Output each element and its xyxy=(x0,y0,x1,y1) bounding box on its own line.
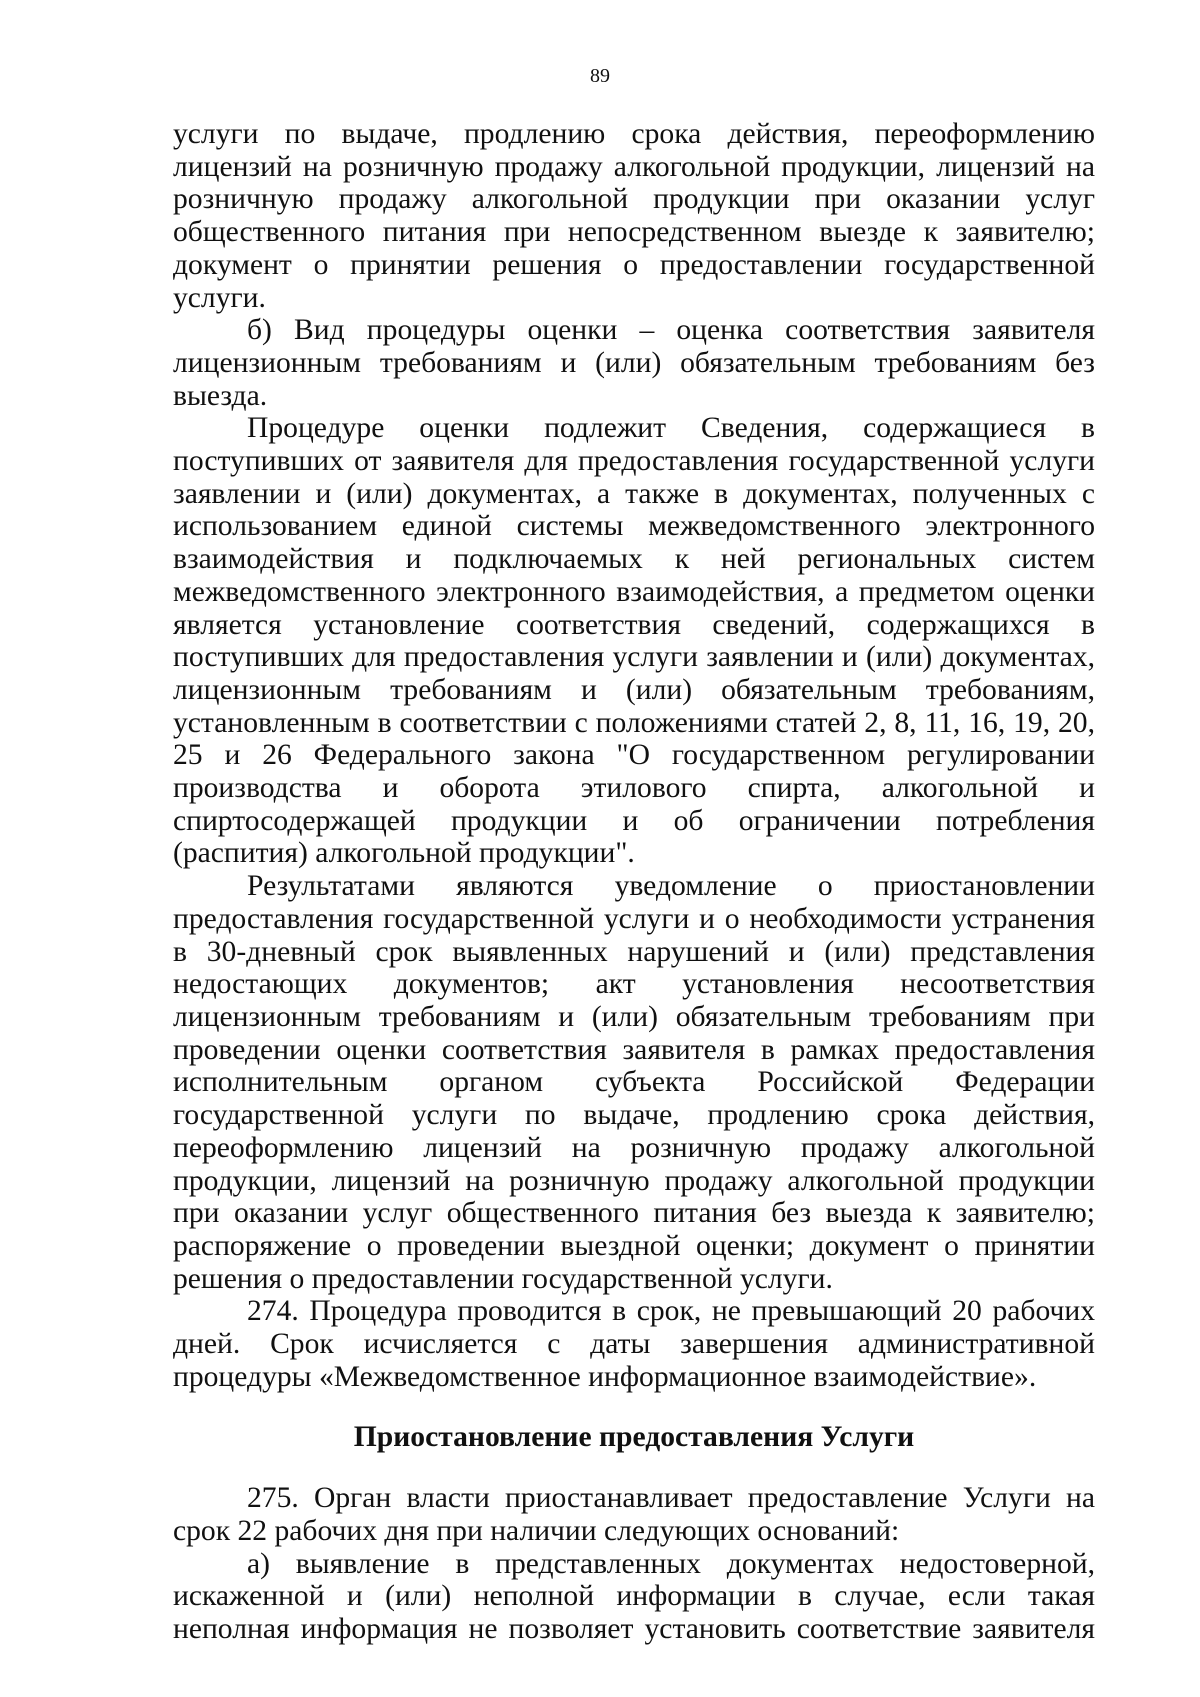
paragraph-275: 275. Орган власти приостанавливает предоставление Услуги на срок 22 рабочих дня при наличии следующих оснований: xyxy=(173,1482,1095,1547)
paragraph-continuation: услуги по выдаче, продлению срока действия, переоформлению лицензий на розничную продажу алкогольной продукции, лицензий на розничную продажу алкогольной продукции при оказании услуг общественного питания при непосредственном выезде к заявителю; документ о принятии решения о предоставлении государственной услуги. xyxy=(173,118,1095,314)
section-heading: Приостановление предоставления Услуги xyxy=(353,1421,915,1454)
paragraph-results: Результатами являются уведомление о приостановлении предоставления государственной услуги и о необходимости устранения в 30-дневный срок выявленных нарушений и (или) представления недостающих документов; акт установления несоответствия лицензионным требованиям и (или) обязательным требованиям при проведении оценки соответствия заявителя в рамках предоставления исполнительным органом субъекта Российской Федерации государственной услуги по выдаче, продлению срока действия, переоформлению лицензий на розничную продажу алкогольной продукции, лицензий на розничную продажу алкогольной продукции при оказании услуг общественного питания без выезда к заявителю; распоряжение о проведении выездной оценки; документ о принятии решения о предоставлении государственной услуги. xyxy=(173,870,1095,1295)
paragraph-274: 274. Процедура проводится в срок, не превышающий 20 рабочих дней. Срок исчисляется с даты завершения административной процедуры «Межведомственное информационное взаимодействие». xyxy=(173,1295,1095,1393)
page-number: 89 xyxy=(590,65,610,87)
paragraph-assessment-procedure: Процедуре оценки подлежит Сведения, содержащиеся в поступивших от заявителя для предоставления государственной услуги заявлении и (или) документах, а также в документах, полученных с использованием единой системы межведомственного электронного взаимодействия и подключаемых к ней региональных систем межведомственного электронного взаимодействия, а предметом оценки является установление соответствия сведений, содержащихся в поступивших для предоставления услуги заявлении и (или) документах, лицензионным требованиям и (или) обязательным требованиям, установленным в соответствии с положениями статей 2, 8, 11, 16, 19, 20, 25 и 26 Федерального закона "О государственном регулировании производства и оборота этилового спирта, алкогольной и спиртосодержащей продукции и об ограничении потребления (распития) алкогольной продукции". xyxy=(173,412,1095,870)
paragraph-item-b: б) Вид процедуры оценки – оценка соответствия заявителя лицензионным требованиям и (или) обязательным требованиям без выезда. xyxy=(173,314,1095,412)
paragraph-item-a: а) выявление в представленных документах недостоверной, искаженной и (или) неполной информации в случае, если такая неполная информация не позволяет установить соответствие заявителя xyxy=(173,1547,1095,1645)
document-body xyxy=(173,118,1095,1646)
